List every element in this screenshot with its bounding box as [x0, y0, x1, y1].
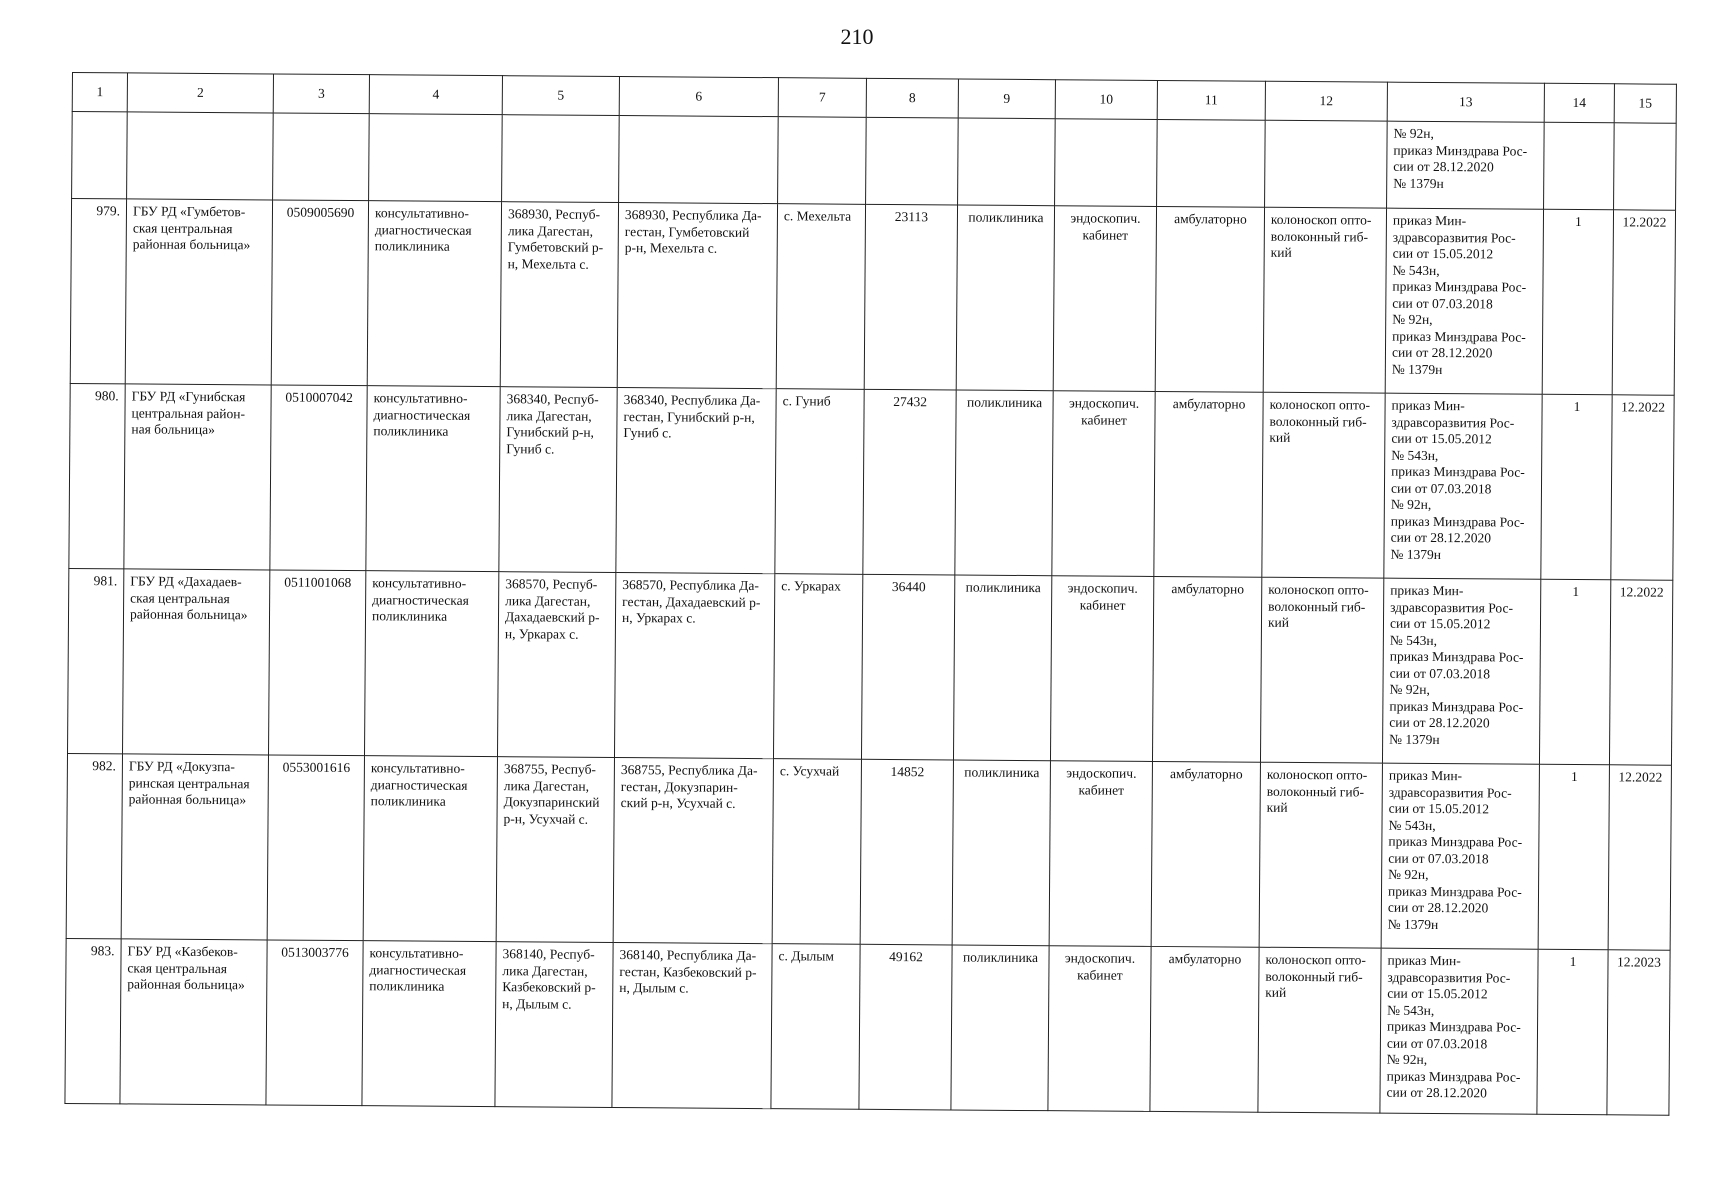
- cell-number: 979.: [70, 199, 126, 384]
- cell-organization: ГБУ РД «Докузпа- ринская центральная районная больница»: [121, 754, 268, 940]
- table-row: [70, 199, 1675, 396]
- cell-locality: с. Усухчай: [772, 759, 861, 945]
- cell-legal-address: 368140, Респуб- лика Дагестан, Казбековский р- н, Дылым с.: [495, 942, 613, 1108]
- cell-room: эндоскопич. кабинет: [1053, 206, 1156, 392]
- cell-population: 36440: [861, 574, 954, 760]
- cell-mode: амбулаторно: [1150, 946, 1259, 1112]
- cell-quantity: 1: [1542, 209, 1613, 395]
- cell-room: эндоскопич. кабинет: [1049, 761, 1152, 947]
- cell-legal-address: 368755, Респуб- лика Дагестан, Докузпаринский р-н, Усухчай с.: [496, 757, 614, 943]
- cell-population: 49162: [859, 944, 952, 1110]
- cell-locality: с. Мехельта: [776, 204, 865, 390]
- cell-standard: приказ Мин- здравсоразвития Рос- сии от 15.05.2012 № 543н, приказ Минздрава Рос- сии от 07.03.2018 № 92н, приказ Минздрава Рос- сии от 28.12.2020 № 1379н: [1381, 763, 1539, 949]
- continuation-row: [72, 112, 1677, 211]
- cell-organization: ГБУ РД «Дахадаев- ская центральная районная больница»: [123, 569, 270, 755]
- cell-standard: приказ Мин- здравсоразвития Рос- сии от 15.05.2012 № 543н, приказ Минздрава Рос- сии от 07.03.2018 № 92н, приказ Минздрава Рос- сии от 28.12.2020 № 1379н: [1382, 578, 1540, 764]
- cell-date: 12.2022: [1608, 765, 1671, 950]
- cell-population: 23113: [864, 204, 957, 390]
- cell-code: 0509005690: [271, 200, 368, 386]
- cell-code: 0510007042: [270, 385, 367, 571]
- cell-standard: приказ Мин- здравсоразвития Рос- сии от 15.05.2012 № 543н, приказ Минздрава Рос- сии от 07.03.2018 № 92н, приказ Минздрава Рос- сии от 28.12.2020 № 1379н: [1385, 208, 1543, 394]
- column-header: 7: [778, 78, 866, 118]
- cell-equipment: колоноскоп опто- волоконный гиб- кий: [1262, 392, 1385, 578]
- cell-number: 983.: [65, 938, 121, 1103]
- cell-type: консультативно- диагностическая поликлиника: [362, 941, 496, 1107]
- column-header: 13: [1387, 82, 1544, 122]
- cell-organization: ГБУ РД «Гумбетов- ская центральная районная больница»: [125, 199, 272, 385]
- cell-equipment: колоноскоп опто- волоконный гиб- кий: [1259, 762, 1382, 948]
- cell-quantity: 1: [1537, 949, 1608, 1115]
- cell-locality: с. Гуниб: [775, 389, 864, 575]
- cell-equipment: колоноскоп опто- волоконный гиб- кий: [1263, 207, 1386, 393]
- cell-type: консультативно- диагностическая поликлиника: [364, 571, 498, 757]
- cell-mode: амбулаторно: [1154, 391, 1263, 577]
- cell-actual-address: 368930, Республика Да- гестан, Гумбетовский р-н, Мехельта с.: [617, 203, 777, 389]
- cell-number: 980.: [69, 383, 125, 568]
- cell-date: 12.2022: [1612, 210, 1675, 395]
- cell-code: 0553001616: [267, 755, 364, 941]
- cell-quantity: 1: [1541, 394, 1612, 580]
- cell-legal-address: 368340, Респуб- лика Дагестан, Гунибский р-н, Гуниб с.: [499, 387, 617, 573]
- cell-actual-address: 368140, Республика Да- гестан, Казбековский р- н, Дылым с.: [612, 942, 772, 1108]
- cell-unit: поликлиника: [956, 205, 1054, 391]
- cell-unit: поликлиника: [955, 390, 1053, 576]
- cell-room: эндоскопич. кабинет: [1050, 576, 1153, 762]
- column-header: 3: [273, 74, 369, 114]
- column-header: 2: [127, 73, 273, 113]
- table-row: [68, 568, 1673, 765]
- cell-code: 0511001068: [268, 570, 365, 756]
- column-header: 15: [1614, 84, 1676, 123]
- column-header: 9: [958, 79, 1055, 119]
- page-number: 210: [840, 24, 874, 49]
- cell-date: 12.2022: [1611, 395, 1674, 580]
- cell-standard: приказ Мин- здравсоразвития Рос- сии от 15.05.2012 № 543н, приказ Минздрава Рос- сии от 07.03.2018 № 92н, приказ Минздрава Рос- сии от 28.12.2020: [1380, 948, 1538, 1114]
- column-header: 6: [619, 77, 778, 117]
- cell-unit: поликлиника: [953, 575, 1051, 761]
- cell-organization: ГБУ РД «Гунибская центральная район- ная больница»: [124, 384, 271, 570]
- column-header: 12: [1265, 81, 1387, 121]
- column-header: 10: [1055, 80, 1157, 120]
- cell-room: эндоскопич. кабинет: [1048, 946, 1151, 1112]
- column-header: 1: [72, 73, 127, 112]
- cell-standard: № 92н, приказ Минздрава Рос- сии от 28.12.2020 № 1379н: [1387, 121, 1545, 209]
- column-header: 4: [369, 75, 502, 115]
- column-header: 8: [866, 78, 958, 118]
- cell-date: 12.2023: [1607, 950, 1670, 1115]
- cell-number: 981.: [68, 568, 124, 753]
- cell-type: консультативно- диагностическая поликлиника: [363, 756, 497, 942]
- cell-locality: с. Уркарах: [773, 574, 862, 760]
- table-row: [65, 938, 1670, 1115]
- cell-legal-address: 368930, Респуб- лика Дагестан, Гумбетовский р- н, Мехельта с.: [500, 202, 618, 388]
- table-row: [66, 753, 1671, 950]
- cell-equipment: колоноскоп опто- волоконный гиб- кий: [1260, 577, 1383, 763]
- cell-actual-address: 368755, Республика Да- гестан, Докузпарин- ский р-н, Усухчай с.: [613, 757, 773, 943]
- cell-code: 0513003776: [266, 940, 363, 1106]
- cell-legal-address: 368570, Респуб- лика Дагестан, Дахадаевский р- н, Уркарах с.: [497, 572, 615, 758]
- cell-type: консультативно- диагностическая поликлиника: [367, 201, 501, 387]
- cell-population: 27432: [863, 389, 956, 575]
- cell-organization: ГБУ РД «Казбеков- ская центральная районная больница»: [120, 939, 267, 1105]
- column-header: 14: [1544, 83, 1614, 123]
- cell-mode: амбулаторно: [1152, 576, 1261, 762]
- cell-unit: поликлиника: [952, 760, 1050, 946]
- cell-actual-address: 368340, Республика Да- гестан, Гунибский р-н, Гуниб с.: [616, 388, 776, 574]
- cell-date: 12.2022: [1609, 580, 1672, 765]
- cell-quantity: 1: [1538, 764, 1609, 950]
- cell-type: консультативно- диагностическая поликлиника: [366, 386, 500, 572]
- cell-actual-address: 368570, Республика Да- гестан, Дахадаевский р- н, Уркарах с.: [614, 573, 774, 759]
- cell-standard: приказ Мин- здравсоразвития Рос- сии от 15.05.2012 № 543н, приказ Минздрава Рос- сии от 07.03.2018 № 92н, приказ Минздрава Рос- сии от 28.12.2020 № 1379н: [1384, 393, 1542, 579]
- cell-number: 982.: [66, 753, 122, 938]
- cell-unit: поликлиника: [951, 945, 1049, 1111]
- column-header: 11: [1157, 80, 1265, 120]
- cell-locality: с. Дылым: [771, 944, 860, 1110]
- cell-population: 14852: [860, 759, 953, 945]
- table-row: [69, 383, 1674, 580]
- cell-room: эндоскопич. кабинет: [1052, 391, 1155, 577]
- cell-quantity: 1: [1539, 579, 1610, 765]
- cell-mode: амбулаторно: [1155, 206, 1264, 392]
- registry-table: [64, 72, 1677, 1116]
- cell-equipment: колоноскоп опто- волоконный гиб- кий: [1258, 947, 1381, 1113]
- cell-mode: амбулаторно: [1151, 761, 1260, 947]
- column-header: 5: [502, 76, 619, 116]
